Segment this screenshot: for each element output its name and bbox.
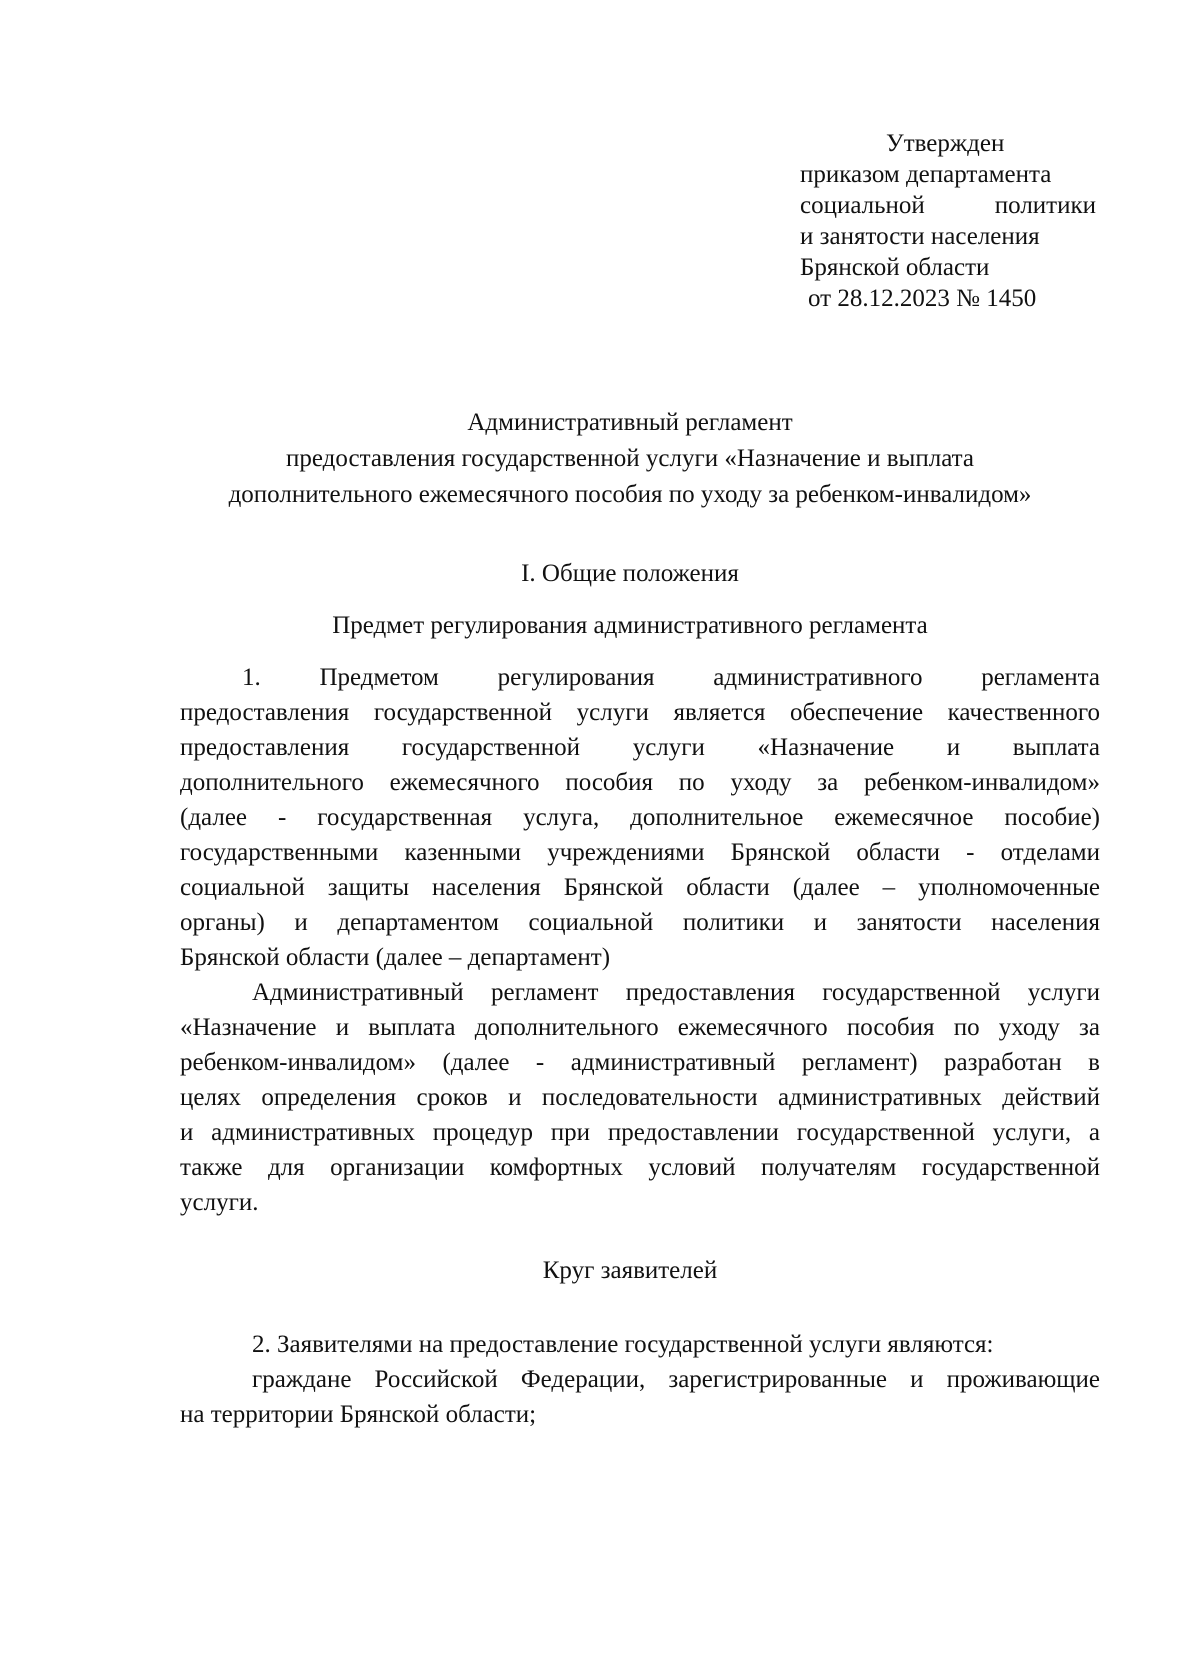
approval-word: социальной [800,192,925,219]
text-line: услуги. [180,1189,259,1216]
paragraph-first-line [180,660,1100,695]
text-line: государственными казенными учреждениями Брянской области - отделами [180,839,1100,866]
text-line: и административных процедур при предоставлении государственной услуги, а [180,1119,1100,1146]
text-line: граждане Российской Федерации, зарегистрированные и проживающие [252,1366,1100,1393]
approval-line: и занятости населения [800,223,1040,250]
section-subheading: Предмет регулирования административного регламента [332,612,928,639]
text-line: органы) и департаментом социальной политики и занятости населения [180,909,1100,936]
paragraph-number: 1. [242,664,261,691]
text-line: также для организации комфортных условий получателям государственной [180,1154,1100,1181]
text-line: на территории Брянской области; [180,1401,537,1428]
text-line: предоставления государственной услуги является обеспечение качественного [180,699,1100,726]
approval-stamp [800,128,1100,314]
title-line: дополнительного ежемесячного пособия по уходу за ребенком-инвалидом» [228,481,1032,508]
approval-line: Брянской области [800,254,990,281]
text-line: (далее - государственная услуга, дополнительное ежемесячное пособие) [180,804,1100,831]
word: Предметом [319,664,439,691]
text-line: Административный регламент предоставления государственной услуги [252,979,1100,1006]
text-line: целях определения сроков и последовательности административных действий [180,1084,1100,1111]
word: регулирования [497,664,655,691]
paragraph-2 [180,1327,1100,1432]
approval-line: от 28.12.2023 № 1450 [808,285,1037,312]
section-heading: Круг заявителей [542,1257,718,1284]
word: административного [713,664,923,691]
text-line: социальной защиты населения Брянской области (далее – уполномоченные [180,874,1100,901]
section-heading: I. Общие положения [521,560,739,587]
approval-word: политики [994,192,1096,219]
text-line: «Назначение и выплата дополнительного ежемесячного пособия по уходу за [180,1014,1100,1041]
word: регламента [981,664,1100,691]
document-title [160,405,1100,513]
text-line: 2. Заявителями на предоставление государственной услуги являются: [252,1331,994,1358]
text-line: ребенком-инвалидом» (далее - административный регламент) разработан в [180,1049,1100,1076]
text-line: предоставления государственной услуги «Назначение и выплата [180,734,1100,761]
approval-line: приказом департамента [800,161,1052,188]
title-line: предоставления государственной услуги «Назначение и выплата [286,445,974,472]
paragraph-1 [180,660,1100,975]
approval-line: Утвержден [886,130,1005,157]
text-line: Брянской области (далее – департамент) [180,944,611,971]
title-line: Административный регламент [467,409,793,436]
paragraph-1b [180,975,1100,1220]
approval-line [800,190,1096,221]
text-line: дополнительного ежемесячного пособия по уходу за ребенком-инвалидом» [180,769,1100,796]
